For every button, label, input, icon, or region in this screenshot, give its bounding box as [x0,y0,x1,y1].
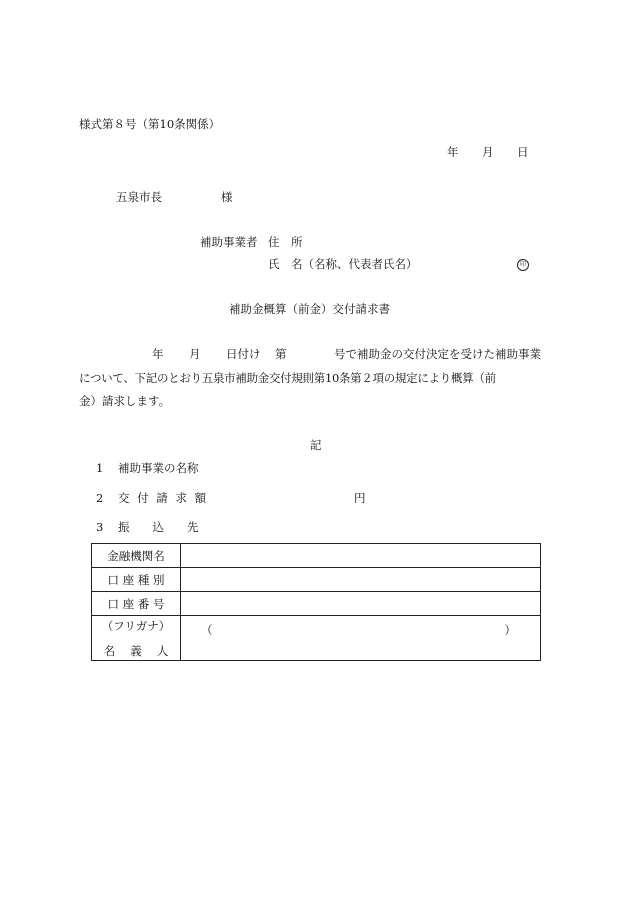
form-number: 様式第８号（第10条関係） [79,117,221,131]
body-line2: について、下記のとおり五泉市補助金交付規則第10条第２項の規定により概算（前 [79,371,496,385]
item-1-label: 補助事業の名称 [118,461,199,475]
body-month: 月 [189,347,201,361]
holder-label-cell [92,616,181,661]
table-row [92,592,541,616]
paren-close: ） [504,623,516,637]
date-day: 日 [517,145,529,159]
table-row [92,568,541,592]
item-1-number: 1 [96,461,104,475]
recipient-name: 五泉市長 [116,190,162,204]
account-type-label: 口 座 種 別 [92,568,181,592]
body-year: 年 [152,347,164,361]
bank-name-cell[interactable] [181,544,541,568]
body-line3: 金）請求します。 [79,394,171,408]
item-2-number: 2 [96,491,104,505]
seal-mark: 印 [517,259,529,271]
bank-table [91,543,541,661]
item-2-unit: 円 [354,491,366,505]
date-year: 年 [447,145,459,159]
address-label: 住 所 [268,235,303,249]
date-month: 月 [482,145,494,159]
table-row [92,544,541,568]
account-type-cell[interactable] [181,568,541,592]
bank-name-label: 金融機関名 [92,544,181,568]
item-2-label: 交 付 請 求 額 [118,491,209,505]
account-number-label: 口 座 番 号 [92,592,181,616]
applicant-role: 補助事業者 [200,235,258,249]
body-date-suffix: 日付け [226,347,261,361]
kana-label: （フリガナ） [101,618,171,633]
name-label: 氏 名（名称、代表者氏名） [268,257,418,271]
paren-open: （ [201,623,213,637]
body-number-prefix: 第 [275,347,287,361]
document-title: 補助金概算（前金）交付請求書 [229,302,390,316]
account-number-cell[interactable] [181,592,541,616]
item-3-number: 3 [96,520,104,534]
ki-heading: 記 [310,438,322,452]
holder-label: 名 義 人 [103,643,169,658]
recipient-honorific: 様 [221,190,233,204]
body-line1-tail: 号で補助金の交付決定を受けた補助事業 [334,347,541,361]
item-3-label: 振 込 先 [118,520,199,534]
holder-cell[interactable] [181,616,541,661]
table-row [92,616,541,661]
